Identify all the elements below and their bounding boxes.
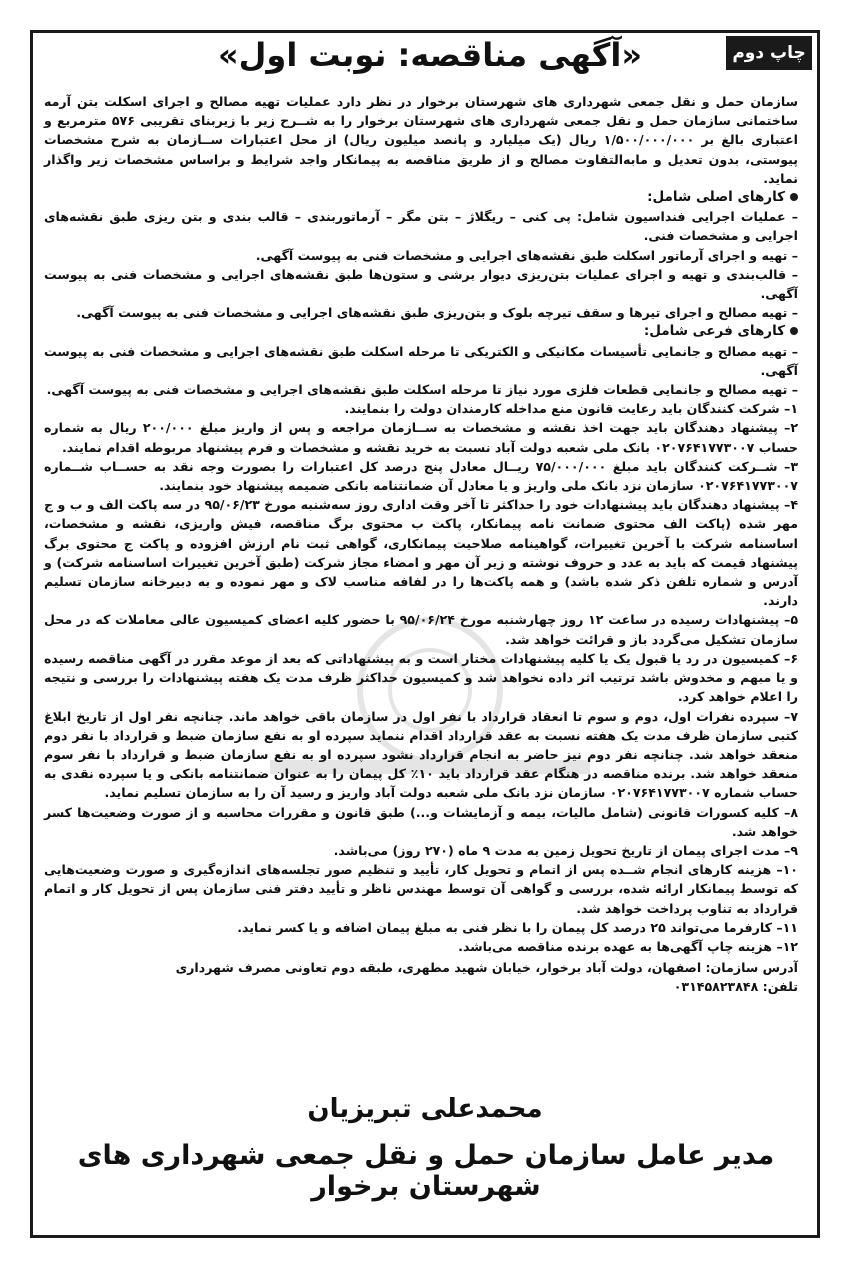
main-work-item: – عملیات اجرایی فنداسیون شامل: پی کنی – ریگلاژ – بتن مگر – آرماتوربندی – قالب بندی و بتن ریزی طبق نقشه‌های اجرایی و مشخصات فنی. <box>44 209 798 244</box>
sub-work-item: – تهیه مصالح و جانمایی قطعات فلزی مورد نیاز تا مرحله اسکلت طبق نقشه‌های اجرایی و مشخصات فنی به پیوست آگهی. <box>46 382 798 398</box>
print-edition-badge: چاپ دوم <box>726 36 812 70</box>
page-title: «آگهی مناقصه: نوبت اول» <box>217 36 642 74</box>
signer-name: محمدعلی تبریزیان <box>307 1094 543 1124</box>
condition-item: ۵– پیشنهادات رسیده در ساعت ۱۲ روز چهارشنبه مورخ ۹۵/۰۶/۲۴ با حضور کلیه اعضای کمیسیون عالی معاملات که در محل سازمان تشکیل می‌گردد باز و قرائت خواهد شد. <box>44 612 798 647</box>
main-works-heading <box>44 188 798 207</box>
address-line: آدرس سازمان: اصفهان، دولت آباد برخوار، خیابان شهید مطهری، طبقه دوم تعاونی مصرف شهرداری <box>175 960 798 976</box>
condition-item: ۲– پیشنهاد دهندگان باید جهت اخذ نقشه و مشخصات به ســازمان مراجعه و پس از واریز مبلغ ۲۰۰/۰۰۰ ریال به شماره حساب ۰۲۰۷۶۴۱۷۷۳۰۰۷ بانک ملی شعبه دولت آباد نسبت به خرید نقشه و مشخصات و فرم پیشنهاد مربوطه اقدام نمایند. <box>44 420 798 455</box>
ad-body <box>44 92 798 997</box>
main-works-heading-text: کارهای اصلی شامل: <box>647 189 785 206</box>
main-work-item: – تهیه و اجرای آرماتور اسکلت طبق نقشه‌های اجرایی و مشخصات فنی به پیوست آگهی. <box>255 247 798 263</box>
condition-item: ۹– مدت اجرای پیمان از تاریخ تحویل زمین به مدت ۹ ماه (۲۷۰ روز) می‌باشد. <box>333 842 798 858</box>
condition-item: ۱۲– هزینه چاپ آگهی‌ها به عهده برنده مناقصه می‌باشد. <box>458 938 798 954</box>
condition-item: ۸– کلیه کسورات قانونی (شامل مالیات، بیمه و آزمایشات و...) طبق قانون و مقررات محاسبه و از صورت وضعیت‌ها کسر خواهد شد. <box>44 804 798 839</box>
condition-item: ۱۱– کارفرما می‌تواند ۲۵ درصد کل پیمان را با نظر فنی به مبلغ پیمان اضافه و یا کسر نماید. <box>237 919 798 935</box>
main-work-item: – قالب‌بندی و تهیه و اجرای عملیات بتن‌ریزی دیوار برشی و ستون‌ها طبق نقشه‌های اجرایی و مشخصات فنی به پیوست آگهی. <box>44 266 798 302</box>
sub-works-heading <box>44 322 798 341</box>
phone-line: تلفن: ۰۳۱۴۵۸۲۳۸۴۸ <box>673 979 798 995</box>
condition-item: ۶– کمیسیون در رد یا قبول یک یا کلیه پیشنهادات مختار است و به پیشنهاداتی که بعد از موعد مقرر در آگهی مناقصه رسیده و یا مبهم و مخدوش باشد ترتیب اثر داده نخواهد شد و کمیسیون حداکثر ظرف مدت یک هفته پیشنهادات را بررسی و نتیجه را اعلام خواهد کرد. <box>44 650 798 705</box>
sub-works-heading-text: کارهای فرعی شامل: <box>643 323 785 340</box>
condition-item: ۳– شــرکت کنندگان باید مبلغ ۷۵/۰۰۰/۰۰۰ ریــال معادل پنج درصد کل اعتبارات را بصورت وجه نقد به حســاب شــماره ۰۲۰۷۶۴۱۷۷۳۰۰۷ سازمان نزد بانک ملی واریز و یا معادل آن ضمانتنامه بانکی ضمیمه پیشنهاد خود بنمایند. <box>44 458 798 494</box>
main-work-item: – تهیه مصالح و اجرای تیرها و سقف تیرچه بلوک و بتن‌ریزی طبق نقشه‌های اجرایی و مشخصات فنی به پیوست آگهی. <box>76 305 798 321</box>
signer-title: مدیر عامل سازمان حمل و نقل جمعی شهرداری های شهرستان برخوار <box>77 1140 775 1202</box>
bullet-icon <box>790 327 798 335</box>
sub-work-item: – تهیه مصالح و جانمایی تأسیسات مکانیکی و الکتریکی تا مرحله اسکلت طبق نقشه‌های اجرایی و مشخصات فنی به پیوست آگهی. <box>44 343 798 378</box>
condition-item: ۷– سپرده نفرات اول، دوم و سوم تا انعقاد قرارداد با نفر اول در سازمان باقی خواهد ماند. چنانچه نفر اول از تاریخ ابلاغ کتبی سازمان ظرف مدت یک هفته نسبت به عقد قرارداد اقدام ننماید سپرده او به نفع سازمان ضبط و قرارداد با نفر دوم منعقد خواهد شد. چنانچه نفر دوم نیز حاضر به انجام قرارداد نشود سپرده او به نفع سازمان ضبط و قرارداد با نفر سوم منعقد خواهد شد. برنده مناقصه در هنگام عقد قرارداد باید ۱۰٪ کل پیمان را به عنوان ضمانتنامه بانکی و یا سپرده نقدی به حساب شماره ۰۲۰۷۶۴۱۷۷۳۰۰۷ سازمان نزد بانک ملی شعبه دولت آباد واریز و رسید آن را به سازمان تسلیم نماید. <box>44 708 798 801</box>
intro-paragraph: سازمان حمل و نقل جمعی شهرداری های شهرستان برخوار در نظر دارد عملیات تهیه مصالح و اجرای اسکلت بتن آرمه ساختمانی سازمان حمل و نقل جمعی شهرداری های شهرستان برخوار را به شــرح زیر با زیربنای تقریبی ۵۷۶ مترمربع و اعتباری بالغ بر ۱/۵۰۰/۰۰۰/۰۰۰ ریال (یک میلیارد و پانصد میلیون ریال) از محل اعتبارات ســازمان به شرح مشخصات پیوستی، بدون تعدیل و مابه‌التفاوت مصالح و از طریق مناقصه به پیمانکار واجد شرایط و براساس مشخصات زیر واگذار نماید. <box>44 94 798 186</box>
condition-item: ۴– پیشنهاد دهندگان باید پیشنهادات خود را حداکثر تا آخر وقت اداری روز سه‌شنبه مورخ ۹۵/۰۶/۲۳ در سه پاکت الف و ب و ج مهر شده (پاکت الف محتوی ضمانت نامه پیمانکار، پاکت ب محتوی برگ مناقصه، فیش واریزی، نقشه و مشخصات، اساسنامه شرکت با آخرین تغییرات، گواهینامه صلاحیت پیمانکاری، گواهی ثبت نام ارزش افزوده و پاکت ج محتوی برگ پیشنهاد قیمت که باید به عدد و حروف نوشته و زیر آن مهر و امضاء مجاز شرکت (طبق آخرین تغییرات اساسنامه شرکت) و آدرس و شماره تلفن ذکر شده باشد) و همه پاکت‌ها را در لفافه مناسب لاک و مهر نموده و به دبیرخانه سازمان تسلیم دارند. <box>44 497 798 609</box>
contact-block <box>44 958 798 996</box>
condition-item: ۱۰– هزینه کارهای انجام شــده پس از اتمام و تحویل کار، تأیید و تنظیم صور تجلسه‌های اندازه‌گیری و صورت وضعیت‌هایی که توسط پیمانکار ارائه شده، بررسی و گواهی آن توسط مهندس ناظر و تأیید دفتر فنی سازمان پس از تحویل کار و اتمام قرارداد به تناوب پرداخت خواهد شد. <box>44 862 798 916</box>
condition-item: ۱– شرکت کنندگان باید رعایت قانون منع مداخله کارمندان دولت را بنمایند. <box>344 401 798 417</box>
bullet-icon <box>790 193 798 201</box>
